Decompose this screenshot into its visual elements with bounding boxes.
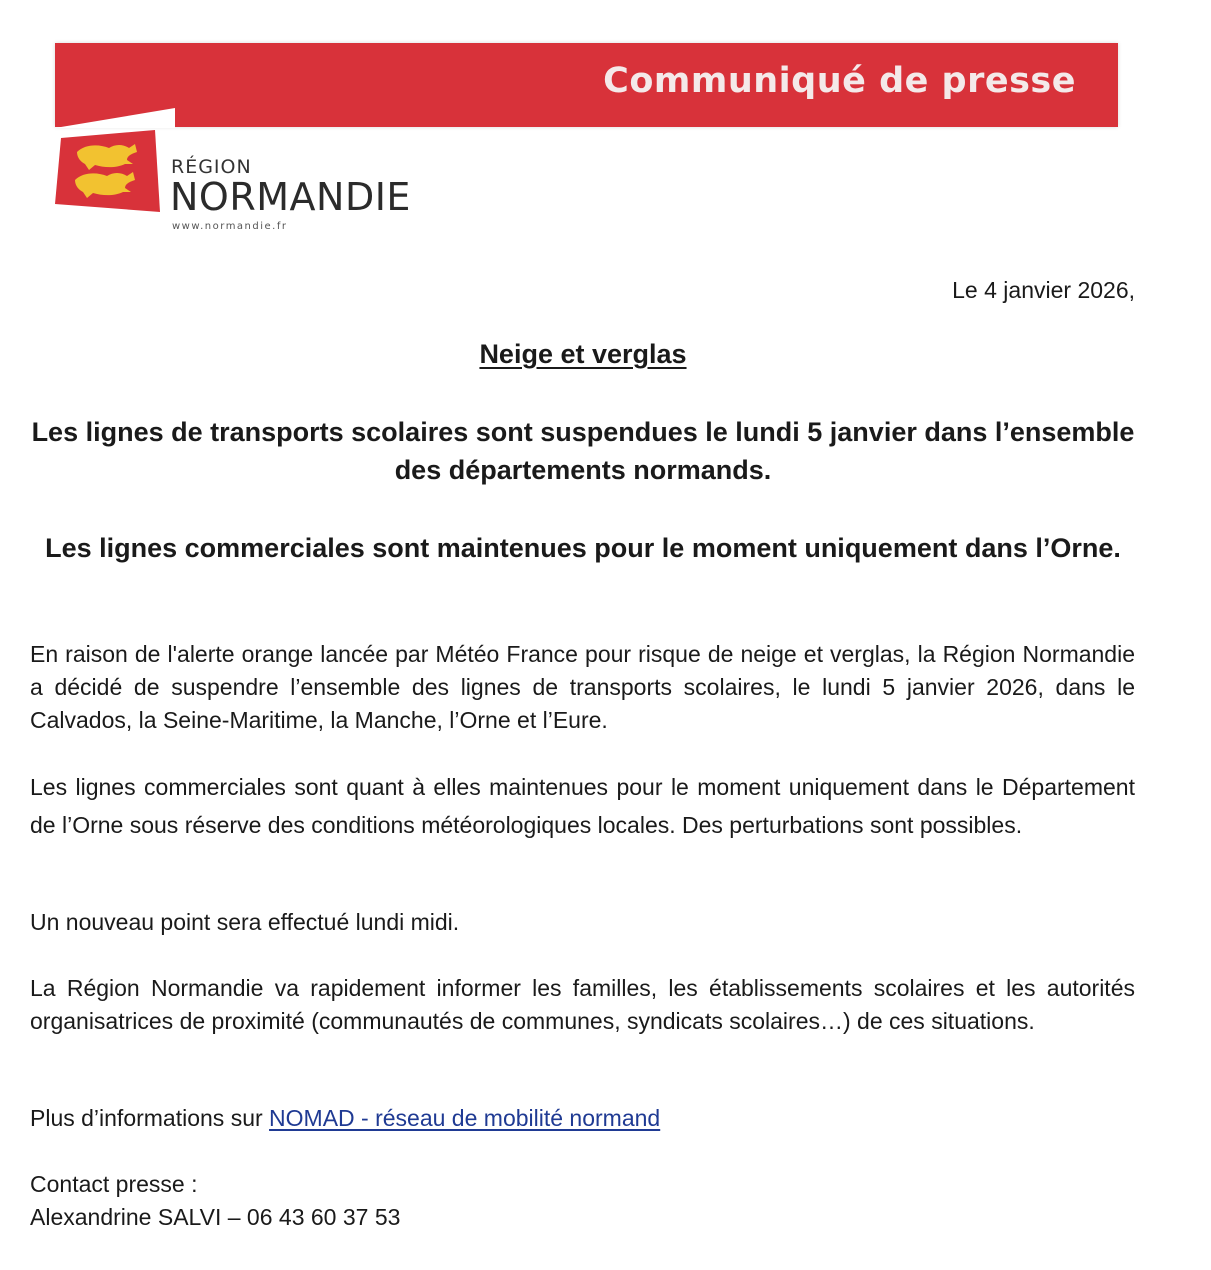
- contact-label: Contact presse :: [30, 1171, 198, 1197]
- paragraph-commercial: Les lignes commerciales sont quant à elles maintenues pour le moment uniquement dans le Département de l’Orne sous réserve des conditions météorologiques locales. Des perturbations sont possibles.: [30, 774, 1135, 838]
- logo-normandie-label: NORMANDIE: [170, 175, 411, 219]
- logo-url: www.normandie.fr: [172, 221, 288, 232]
- paragraph-next-update: Un nouveau point sera effectué lundi midi.: [30, 909, 460, 935]
- headline-commercial-lines: Les lignes commerciales sont maintenues pour le moment uniquement dans l’Orne.: [45, 533, 1121, 563]
- press-contact: [30, 1168, 1135, 1234]
- press-release-banner: [55, 43, 1118, 127]
- more-info-prefix: Plus d’informations sur: [30, 1105, 270, 1131]
- paragraph-alert: En raison de l'alerte orange lancée par Météo France pour risque de neige et verglas, la Région Normandie a décidé de suspendre l’ensemble des lignes de transports scolaires, le lundi 5 janvier 2026, dans le Calvados, la Seine-Maritime, la Manche, l’Orne et l’Eure.: [30, 641, 1135, 733]
- nomad-link[interactable]: NOMAD - réseau de mobilité normand: [269, 1105, 661, 1131]
- headline-school-transport: Les lignes de transports scolaires sont suspendues le lundi 5 janvier dans l’ensemble des départements normands.: [31, 417, 1135, 485]
- more-info-line: [30, 1102, 1135, 1135]
- contact-value: Alexandrine SALVI – 06 43 60 37 53: [30, 1204, 401, 1230]
- normandy-flag-logo: [55, 130, 160, 212]
- document-date: Le 4 janvier 2026,: [952, 277, 1135, 303]
- logo-region-label: RÉGION: [171, 156, 252, 178]
- banner-title: Communiqué de presse: [603, 61, 1076, 101]
- document-subject: Neige et verglas: [479, 339, 687, 369]
- paragraph-information: La Région Normandie va rapidement informer les familles, les établissements scolaires et les autorités organisatrices de proximité (communautés de communes, syndicats scolaires…) de ces situations.: [30, 975, 1135, 1034]
- flag-shape: [55, 130, 160, 212]
